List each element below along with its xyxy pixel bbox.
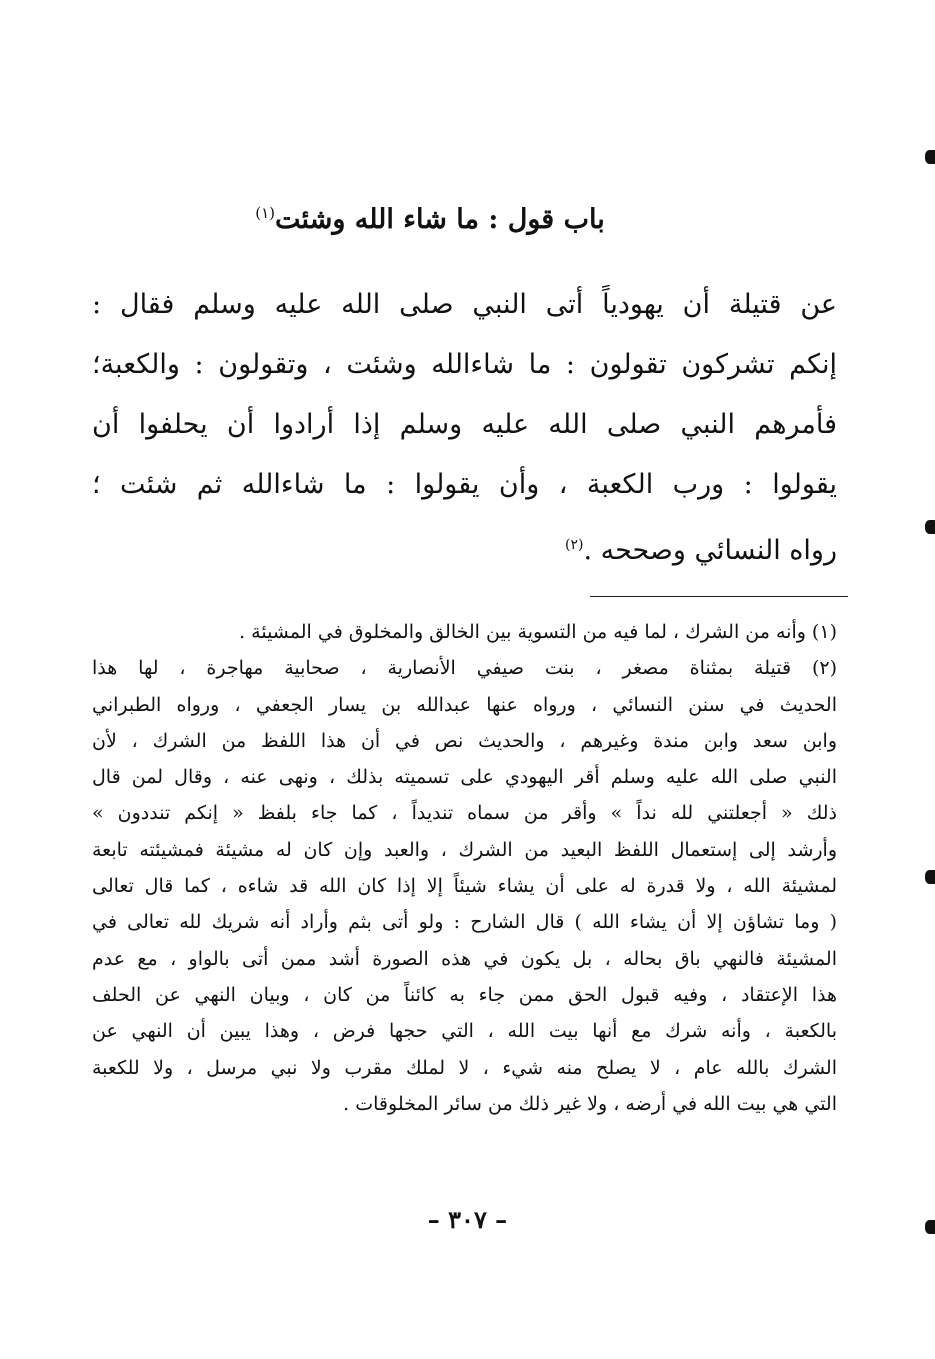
footnote-2-line: الحديث في سنن النسائي ، ورواه عنها عبدالله بن يسار الجعفي ، ورواه الطبراني [92, 693, 837, 716]
footnote-2-line: ذلك « أجعلتني لله نداً » وأقر من سماه تنديداً ، كما جاء بلفظ « إنكم تنددون » [92, 802, 837, 825]
footnote-2-line: (٢) قتيلة بمثناة مصغر ، بنت صيفي الأنصارية ، صحابية مهاجرة ، لها هذا [92, 657, 837, 680]
hadith-line-last [92, 515, 837, 581]
footnotes [92, 614, 837, 1122]
footnote-2-line: الشرك بالله عام ، لا يصلح منه شيء ، لا لملك مقرب ولا نبي مرسل ، ولا للكعبة [92, 1056, 837, 1079]
footnote-2-line: وأرشد إلى إستعمال اللفظ البعيد من الشرك ، والعبد وإن كان له مشيئة فمشيئته تابعة [92, 838, 837, 861]
hadith-line: إنكم تشركون تقولون : ما شاءالله وشئت ، وتقولون : والكعبة؛ [92, 349, 837, 380]
footnote-2-line: النبي صلى الله عليه وسلم أقر اليهودي على تسميته بذلك ، ونهى عنه ، وقال لمن قال [92, 766, 837, 789]
footnote-2-line: ( وما تشاؤن إلا أن يشاء الله ) قال الشارح : ولو أتى بثم وأراد أنه شريك لله تعالى في [92, 911, 837, 934]
footnote-1: (١) وأنه من الشرك ، لما فيه من التسوية بين الخالق والمخلوق في المشيئة . [239, 621, 837, 643]
scan-edge-mark [925, 1220, 935, 1234]
footnote-2-line: بالكعبة ، وأنه شرك مع أنها بيت الله ، التي حجها فرض ، وهذا يبين أن النهي عن [92, 1020, 837, 1043]
chapter-footnote-ref: (١) [255, 204, 276, 222]
footnote-2-line: المشيئة فالنهي باق بحاله ، بل يكون في هذه الصورة أشد ممن أتى بالواو ، مع عدم [92, 947, 837, 970]
hadith-text [92, 275, 837, 581]
hadith-line: عن قتيلة أن يهودياً أتى النبي صلى الله عليه وسلم فقال : [92, 289, 837, 320]
hadith-line: فأمرهم النبي صلى الله عليه وسلم إذا أرادوا أن يحلفوا أن [92, 409, 837, 440]
hadith-line: يقولوا : ورب الكعبة ، وأن يقولوا : ما شاءالله ثم شئت ؛ [92, 469, 837, 500]
scan-edge-mark [925, 870, 935, 884]
chapter-title [160, 188, 700, 245]
footnote-2-line: هذا الإعتقاد ، وفيه قبول الحق ممن جاء به كائناً من كان ، وبيان النهي عن الحلف [92, 983, 837, 1006]
hadith-line-text: رواه النسائي وصححه . [583, 535, 837, 566]
scan-edge-mark [925, 520, 935, 534]
scan-edge-mark [925, 150, 935, 164]
page-number: – ٣٠٧ – [427, 1205, 508, 1234]
hadith-footnote-ref: (٢) [564, 537, 584, 553]
footnote-divider [590, 596, 848, 597]
chapter-title-text: باب قول : ما شاء الله وشئت [275, 204, 605, 235]
footnote-2-line-last: التي هي بيت الله في أرضه ، ولا غير ذلك من سائر المخلوقات . [343, 1092, 837, 1115]
footnote-2-line: لمشيئة الله ، ولا قدرة له على أن يشاء شيئاً إلا إذا كان الله قد شاءه ، كما قال تعالى [92, 875, 837, 898]
footnote-2-line: وابن سعد وابن مندة وغيرهم ، والحديث نص في أن هذا اللفظ من الشرك ، لأن [92, 729, 837, 752]
